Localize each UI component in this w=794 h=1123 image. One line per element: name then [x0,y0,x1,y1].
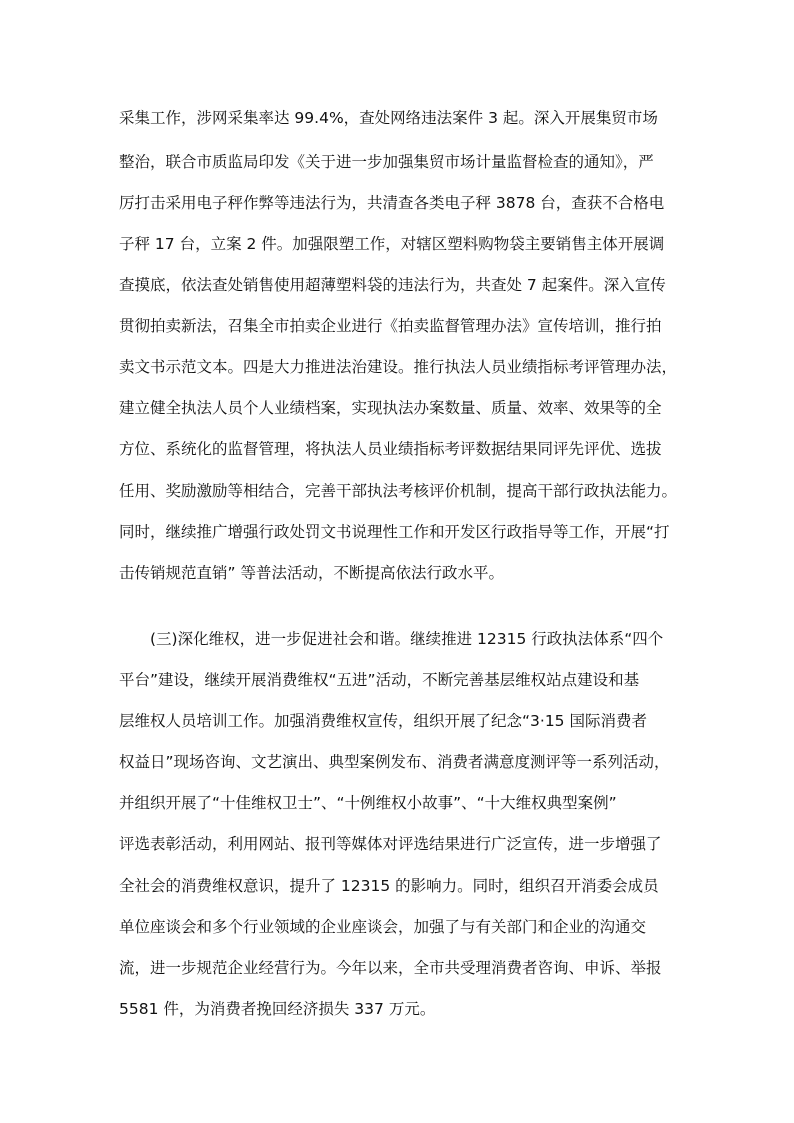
text-line: 5581 件，为消费者挽回经济损失 337 万元。 [119,1000,436,1018]
text-line: 全社会的消费维权意识，提升了 12315 的影响力。同时，组织召开消委会成员 [119,877,659,895]
text-line: 贯彻拍卖新法，召集全市拍卖企业进行《拍卖监督管理办法》宣传培训，推行拍 [119,317,662,335]
text-line: 查摸底，依法查处销售使用超薄塑料袋的违法行为，共查处 7 起案件。深入宣传 [119,276,666,294]
text-line: 厉打击采用电子秤作弊等违法行为，共清查各类电子秤 3878 台，查获不合格电 [119,194,665,212]
text-line: 任用、奖励激励等相结合，完善干部执法考核评价机制，提高干部行政执法能力。 [119,482,678,500]
text-line: 单位座谈会和多个行业领域的企业座谈会，加强了与有关部门和企业的沟通交 [119,918,647,936]
text-line: 评选表彰活动，利用网站、报刊等媒体对评选结果进行广泛宣传，进一步增强了 [119,835,662,853]
text-line: 建立健全执法人员个人业绩档案，实现执法办案数量、质量、效率、效果等的全 [119,399,662,417]
text-line: 整治，联合市质监局印发《关于进一步加强集贸市场计量监督检查的通知》，严 [119,153,654,171]
text-line: (三)深化维权，进一步促进社会和谐。继续推进 12315 行政执法体系“四个 [150,630,664,648]
text-line: 流，进一步规范企业经营行为。今年以来，全市共受理消费者咨询、申诉、举报 [119,959,662,977]
text-line: 方位、系统化的监督管理，将执法人员业绩指标考评数据结果同评先评优、选拔 [119,440,662,458]
text-line: 并组织开展了“十佳维权卫士”、“十例维权小故事”、“十大维权典型案例” [119,794,617,812]
text-line: 卖文书示范文本。四是大力推进法治建设。推行执法人员业绩指标考评管理办法， [119,358,678,376]
text-line: 采集工作，涉网采集率达 99.4%，查处网络违法案件 3 起。深入开展集贸市场 [119,109,658,127]
text-line: 权益日”现场咨询、文艺演出、典型案例发布、消费者满意度测评等一系列活动， [119,753,670,771]
text-line: 平台”建设，继续开展消费维权“五进”活动，不断完善基层维权站点建设和基 [119,671,640,689]
text-line: 层维权人员培训工作。加强消费维权宣传，组织开展了纪念“3·15 国际消费者 [119,712,647,730]
text-line: 同时，继续推广增强行政处罚文书说理性工作和开发区行政指导等工作，开展“打 [119,523,670,541]
text-line: 击传销规范直销” 等普法活动，不断提高依法行政水平。 [119,564,504,582]
text-line: 子秤 17 台，立案 2 件。加强限塑工作，对辖区塑料购物袋主要销售主体开展调 [119,235,665,253]
